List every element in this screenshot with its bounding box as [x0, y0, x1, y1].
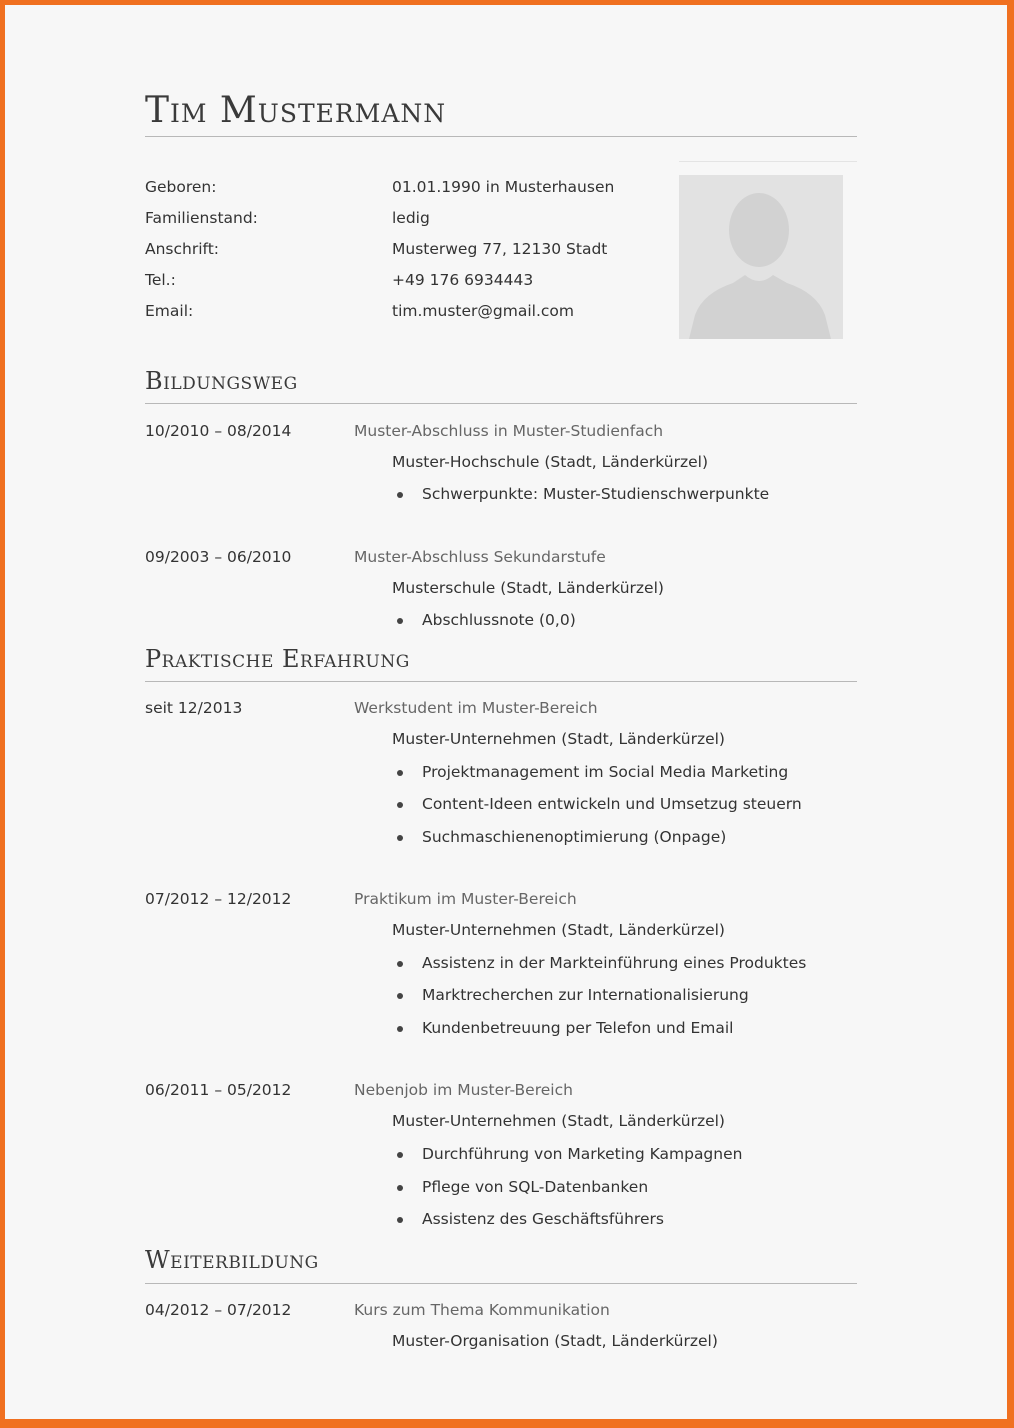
entry-title: Muster-Abschluss in Muster-Studienfach	[354, 422, 664, 440]
entry-date: 04/2012 – 07/2012	[145, 1301, 292, 1319]
section-title-bildungsweg: Bildungsweg	[145, 367, 298, 395]
bullet-icon	[397, 618, 403, 624]
entry-title: Nebenjob im Muster-Bereich	[354, 1081, 573, 1099]
bullet-icon	[397, 1185, 403, 1191]
section-divider	[145, 681, 857, 682]
section-title-praktische-erfahrung: Praktische Erfahrung	[145, 645, 410, 673]
personal-value: Musterweg 77, 12130 Stadt	[392, 240, 608, 258]
section-divider	[145, 1283, 857, 1284]
bullet-icon	[397, 1026, 403, 1032]
personal-label: Anschrift:	[145, 240, 220, 258]
entry-bullet: Assistenz in der Markteinführung eines Produktes	[422, 954, 807, 972]
entry-date: seit 12/2013	[145, 699, 243, 717]
entry-bullet: Content-Ideen entwickeln und Umsetzug steuern	[422, 795, 802, 813]
entry-bullet: Suchmaschienenoptimierung (Onpage)	[422, 828, 727, 846]
personal-label: Familienstand:	[145, 209, 258, 227]
bullet-icon	[397, 835, 403, 841]
personal-value: +49 176 6934443	[392, 271, 534, 289]
entry-title: Praktikum im Muster-Bereich	[354, 890, 577, 908]
entry-organization: Muster-Unternehmen (Stadt, Länderkürzel)	[392, 1112, 725, 1130]
personal-label: Geboren:	[145, 178, 217, 196]
entry-title: Muster-Abschluss Sekundarstufe	[354, 548, 606, 566]
entry-date: 10/2010 – 08/2014	[145, 422, 292, 440]
bullet-icon	[397, 993, 403, 999]
section-divider	[145, 403, 857, 404]
personal-value: tim.muster@gmail.com	[392, 302, 574, 320]
entry-bullet: Projektmanagement im Social Media Marketing	[422, 763, 789, 781]
personal-value: ledig	[392, 209, 430, 227]
title-divider	[145, 136, 857, 137]
entry-title: Werkstudent im Muster-Bereich	[354, 699, 598, 717]
page-title: Tim Mustermann	[145, 90, 447, 131]
personal-value: 01.01.1990 in Musterhausen	[392, 178, 615, 196]
entry-bullet: Kundenbetreuung per Telefon und Email	[422, 1019, 734, 1037]
section-title-weiterbildung: Weiterbildung	[145, 1246, 319, 1274]
entry-organization: Musterschule (Stadt, Länderkürzel)	[392, 579, 664, 597]
entry-date: 09/2003 – 06/2010	[145, 548, 292, 566]
entry-date: 07/2012 – 12/2012	[145, 890, 292, 908]
entry-bullet: Marktrecherchen zur Internationalisierung	[422, 986, 749, 1004]
photo-divider	[679, 161, 857, 162]
entry-title: Kurs zum Thema Kommunikation	[354, 1301, 610, 1319]
entry-bullet: Assistenz des Geschäftsführers	[422, 1210, 664, 1228]
entry-bullet: Abschlussnote (0,0)	[422, 611, 576, 629]
profile-photo-placeholder	[679, 175, 843, 339]
bullet-icon	[397, 1152, 403, 1158]
bullet-icon	[397, 770, 403, 776]
personal-label: Tel.:	[145, 271, 176, 289]
entry-date: 06/2011 – 05/2012	[145, 1081, 292, 1099]
entry-organization: Muster-Unternehmen (Stadt, Länderkürzel)	[392, 730, 725, 748]
person-silhouette-icon	[679, 175, 843, 339]
bullet-icon	[397, 961, 403, 967]
bullet-icon	[397, 492, 403, 498]
bullet-icon	[397, 802, 403, 808]
entry-organization: Muster-Organisation (Stadt, Länderkürzel)	[392, 1332, 718, 1350]
bullet-icon	[397, 1217, 403, 1223]
entry-bullet: Durchführung von Marketing Kampagnen	[422, 1145, 743, 1163]
entry-organization: Muster-Hochschule (Stadt, Länderkürzel)	[392, 453, 709, 471]
personal-label: Email:	[145, 302, 194, 320]
cv-page	[5, 5, 1007, 1419]
entry-organization: Muster-Unternehmen (Stadt, Länderkürzel)	[392, 921, 725, 939]
entry-bullet: Schwerpunkte: Muster-Studienschwerpunkte	[422, 485, 770, 503]
entry-bullet: Pflege von SQL-Datenbanken	[422, 1178, 649, 1196]
